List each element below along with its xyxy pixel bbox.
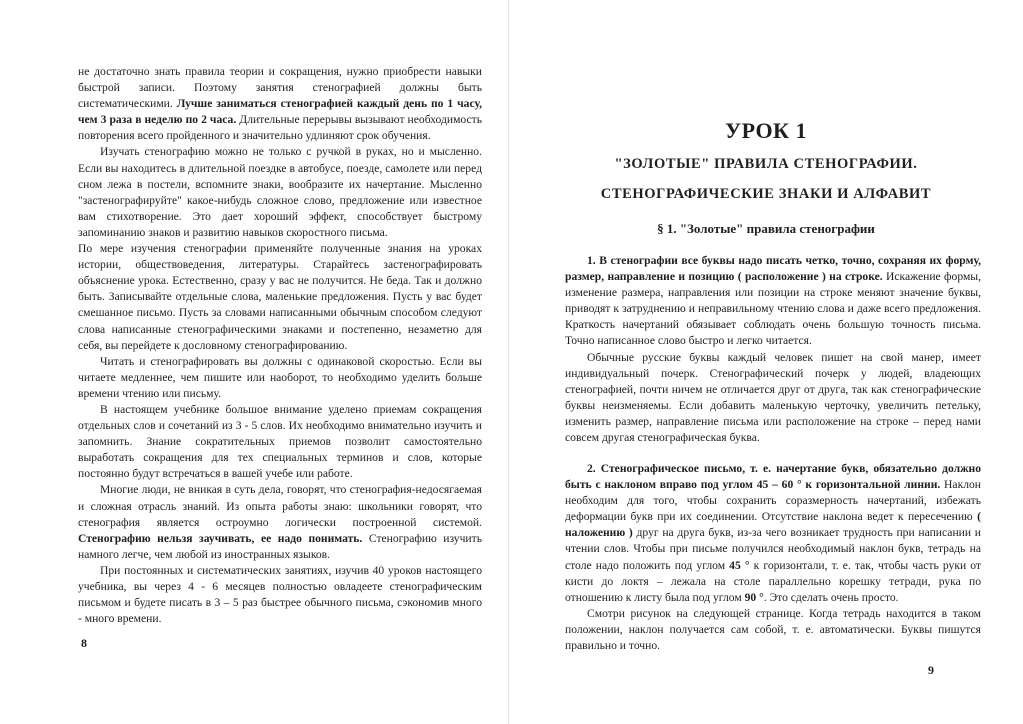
- text-run: Обычные русские буквы каждый человек пишет на свой манер, имеет индивидуальный почерк. Стенографический почерк у людей, владеющих стенографией, почти ничем не отличается друг от друга, так как стенографические буквы неизменяемы. Если добавить маленькую черточку, увеличить петельку, изменить размер, направление письма или расположение на строке – перед нами совсем другая стенографическая буква.: [565, 350, 981, 445]
- text-run: Смотри рисунок на следующей странице. Когда тетрадь находится в таком положении, наклон получается сам собой, т. е. автоматически. Буквы пишутся правильно и точно.: [565, 606, 981, 653]
- text-run: Длительные перерывы вызывают необходимость повторения всего пройденного и значительно удлиняют срок обучения.: [78, 113, 482, 143]
- paragraph: [78, 402, 482, 482]
- paragraph: [78, 144, 482, 241]
- paragraph: [78, 241, 482, 354]
- page-number-right: 9: [928, 663, 934, 677]
- bold-text: 45 °: [729, 558, 750, 572]
- text-run: Наклон необходим для того, чтобы сохранить соразмерность начертаний, избежать деформации букв при их соединении. Отсутствие наклона ведет к пересечению: [565, 478, 981, 524]
- bold-text: 1. В стенографии все буквы надо писать четко, точно, сохраняя их форму, размер, направление и позицию ( расположение ) на строке.: [565, 254, 981, 284]
- text-run: Читать и стенографировать вы должны с одинаковой скоростью. Если вы читаете медленнее, чем пишите или наоборот, то необходимо уделить больше времени чтению или письму.: [78, 354, 482, 400]
- paragraph: [565, 461, 981, 606]
- paragraph: [565, 350, 981, 447]
- text-run: Искажение формы, изменение размера, направления или позиции на строке меняют значение буквы, приводят к затруднению и неправильному чтению слова и даже всего предложения. Краткость начертаний обязывает соблюдать очень большую точность письма. Точно написанное слово быстро и легко читается.: [565, 270, 981, 348]
- paragraph: [78, 64, 482, 144]
- text-run: Многие люди, не вникая в суть дела, говорят, что стенография-недосягаемая и сложная отрасль знаний. Из опыта работы знаю: школьники говорят, что стенография является остроумно логически построенной системой.: [78, 483, 482, 529]
- bold-text: ( наложению ): [565, 510, 981, 540]
- text-run: Изучать стенографию можно не только с ручкой в руках, но и мысленно. Если вы находитесь в длительной поездке в автобусе, поезде, самолете или перед сном лежа в постели, вспомните знаки, вообразите их начертание. Мысленно "застенографируйте" какое-нибудь сложное слово, предложение или известное вам стихотворение. Это дает хороший эффект, способствует быстрому запоминанию знаков и развитию навыков скоростного письма.: [78, 145, 482, 239]
- paragraph: [565, 606, 981, 654]
- section-title: § 1. "Золотые" правила стенографии: [657, 221, 875, 236]
- bold-text: Стенографию нельзя заучивать, ее надо понимать.: [78, 531, 363, 545]
- paragraph: [78, 563, 482, 627]
- bold-text: Лучше заниматься стенографией каждый день по 1 часу, чем 3 раза в неделю по 2 часа.: [78, 97, 483, 127]
- left-page-body: [78, 64, 482, 627]
- paragraph: [78, 354, 482, 402]
- text-run: При постоянных и систематических занятиях, изучив 40 уроков настоящего учебника, вы через 4 - 6 месяцев полностью овладеете стенографическим письмом и будете писать в 3 – 5 раз быстрее обычного письма, сэкономив много - много времени.: [78, 563, 482, 626]
- right-page: [509, 0, 1023, 724]
- lesson-title: УРОК 1: [724, 118, 808, 143]
- text-run: Стенографию изучить намного легче, чем любой из иностранных языков.: [78, 531, 482, 561]
- paragraph: [78, 482, 482, 562]
- chapter-subtitle-line1: "ЗОЛОТЫЕ" ПРАВИЛА СТЕНОГРАФИИ.: [614, 156, 918, 172]
- text-run: По мере изучения стенографии применяйте полученные знания на уроках истории, обществоведения, литературы. Старайтесь застенографировать объяснение урока. Естественно, сразу у вас не получится. Не беда. Так и должно быть. Записывайте отдельные слова, маленькие предложения. Пусть у вас будет смешанное письмо. Пусть за словами написанными обычным способом следуют слова написанные стенографическими знаками и постепенно, незаметно для себя, вы перейдете к дословному стенографированию.: [78, 242, 482, 352]
- left-page: [0, 0, 508, 724]
- text-run: друг на друга букв, из-за чего возникает трудность при написании и чтении слов. Чтобы при письме получился необходимый наклон букв, тетрадь на столе надо положить под углом: [565, 526, 981, 572]
- text-run: к горизонтали, т. е. так, чтобы часть руки от кисти до локтя – лежала на столе параллельно корешку тетради, рука по отношению к листу была под углом: [565, 558, 981, 604]
- rule-2-block: [565, 461, 981, 654]
- text-run: не достаточно знать правила теории и сокращения, нужно приобрести навыки быстрой записи. Поэтому занятия стенографией должны быть систематическими.: [78, 65, 482, 111]
- bold-text: 90 °: [744, 590, 764, 604]
- text-run: . Это сделать очень просто.: [763, 590, 899, 604]
- bold-text: 2. Стенографическое письмо, т. е. начертание букв, обязательно должно быть с наклоном вправо под углом 45 – 60 ° к горизонтальной линии.: [565, 462, 981, 492]
- chapter-subtitle-line2: СТЕНОГРАФИЧЕСКИЕ ЗНАКИ И АЛФАВИТ: [600, 186, 932, 202]
- paragraph: [565, 253, 981, 350]
- rule-1-block: [565, 253, 981, 446]
- page-number-left: 8: [81, 636, 87, 650]
- text-run: В настоящем учебнике большое внимание уделено приемам сокращения отдельных слов и сочетаний из 3 - 5 слов. Их необходимо внимательно изучить и запомнить. Знание сократительных приемов позволит самостоятельно выработать сокращения для тех специальных терминов и слов, которые постоянно будут встречаться в вашей учебе или работе.: [78, 402, 482, 481]
